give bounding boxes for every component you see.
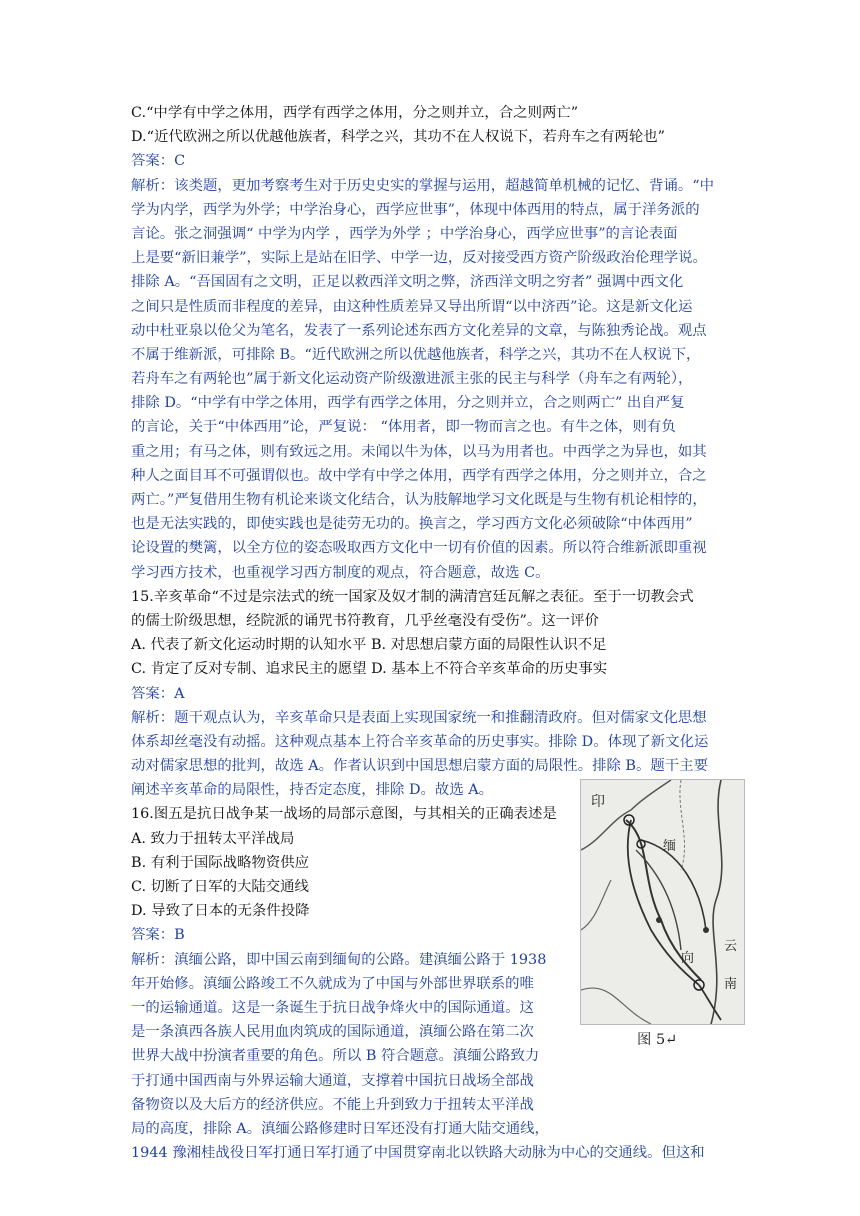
map-label-nan: 南 [724, 977, 738, 992]
text-line: A. 致力于扭转太平洋战局 [131, 830, 295, 847]
text-line: 学为内学，西学为外学；中学治身心，西学应世事”，体现中体西用的特点，属于洋务派的 [131, 201, 700, 218]
text-line: 排除 A。“吾国固有之文明，正足以救西洋文明之弊，济西洋文明之穷者” 强调中西文化 [131, 274, 684, 291]
text-line: C. 肯定了反对专制、追求民主的愿望 D. 基本上不符合辛亥革命的历史事实 [131, 661, 608, 678]
text-line: D. 导致了日本的无条件投降 [131, 903, 310, 920]
text-line: C. 切断了日军的大陆交通线 [131, 879, 309, 895]
map-label-yin: 印 [591, 794, 605, 810]
text-line: 的言论，关于“中体西用”论，严复说： “体用者，即一物而言之也。有牛之体，则有负 [131, 419, 676, 436]
text-line: 论设置的樊篱，以全方位的姿态吸取西方文化中一切有价值的因素。所以符合维新派即重视 [131, 540, 707, 557]
figure-caption: 图 5↵ [637, 1032, 678, 1048]
text-line: A. 代表了新文化运动时期的认知水平 B. 对思想启蒙方面的局限性认识不足 [131, 637, 607, 654]
text-line: 体系却丝毫没有动摇。这种观点基本上符合辛亥革命的历史事实。排除 D。体现了新文化运 [131, 733, 709, 750]
text-line: 之间只是性质而非程度的差异，由这种性质差异又导出所谓“以中济西”论。这是新文化运 [131, 298, 693, 315]
text-line: 上是要“新旧兼学”，实际上是站在旧学、中学一边，反对接受西方资产阶级政治伦理学说。 [131, 250, 707, 267]
text-line: 备物资以及大后方的经济供应。不能上升到致力于扭转太平洋战 [131, 1096, 534, 1113]
text-line: 若舟车之有两轮也”属于新文化运动资产阶级激进派主张的民主与科学（舟车之有两轮）， [131, 371, 693, 388]
text-line: 学习西方技术，也重视学习西方制度的观点，符合题意，故选 C。 [131, 564, 550, 581]
text-line: 年开始修。滇缅公路竣工不久就成为了中国与外部世界联系的唯 [131, 975, 534, 992]
text-line: 解析：题干观点认为，辛亥革命只是表面上实现国家统一和推翻清政府。但对儒家文化思想 [131, 709, 707, 726]
text-line: 动中杜亚泉以伧父为笔名，发表了一系列论述东西方文化差异的文章，与陈独秀论战。观点 [131, 322, 707, 339]
text-line: 不属于维新派，可排除 B。“近代欧洲之所以优越他族者，科学之兴，其功不在人权说下， [131, 346, 701, 363]
text-line: 排除 D。“中学有中学之体用，西学有西学之体用，分之则并立，合之则两亡” 出自严复 [131, 395, 685, 412]
map-label-xiang: 向 [681, 951, 695, 966]
map-figure [580, 779, 745, 1025]
text-block-bottom [131, 1141, 743, 1165]
text-block-top [131, 101, 743, 827]
text-line: 世界大战中扮演者重要的角色。所以 B 符合题意。滇缅公路致力 [131, 1048, 540, 1065]
map-label-mian: 缅 [663, 839, 677, 854]
text-line: 于打通中国西南与外界运输大通道，支撑着中国抗日战场全部战 [131, 1072, 534, 1089]
text-line: 言论。张之洞强调“ 中学为内学 ，西学为外学 ；中学治身心，西学应世事”的言论表面 [131, 225, 678, 242]
text-line: 解析：滇缅公路，即中国云南到缅甸的公路。建滇缅公路于 1938 [131, 951, 547, 968]
text-line: 答案：A [131, 685, 185, 702]
text-line: B. 有利于国际战略物资供应 [131, 854, 310, 871]
text-line: 种人之面目耳不可强谓似也。故中学有中学之体用，西学有西学之体用，分之则并立，合之 [131, 467, 707, 484]
text-block-question-16 [131, 827, 576, 1141]
text-line: C.“中学有中学之体用，西学有西学之体用，分之则并立，合之则两亡” [131, 105, 579, 121]
text-line: 两亡。”严复借用生物有机论来谈文化结合，认为肢解地学习文化既是与生物有机论相悖的， [131, 492, 707, 508]
map-image [581, 780, 744, 1024]
text-line: 重之用；有马之体，则有致远之用。未闻以牛为体，以马为用者也。中西学之为异也，如其 [131, 443, 707, 460]
text-line: 是一条滇西各族人民用血肉筑成的国际通道，滇缅公路在第二次 [131, 1024, 534, 1041]
text-line: 1944 豫湘桂战役日军打通日军打通了中国贯穿南北以铁路大动脉为中心的交通线。但这和 [131, 1145, 705, 1162]
text-line: 局的高度，排除 A。滇缅公路修建时日军还没有打通大陆交通线， [131, 1120, 549, 1137]
text-line: 16.图五是抗日战争某一战场的局部示意图，与其相关的正确表述是 [131, 806, 557, 823]
text-line: 答案：C [131, 153, 186, 170]
text-line: 阐述辛亥革命的局限性，持否定态度，排除 D。故选 A。 [131, 782, 494, 799]
text-line: 一的运输通道。这是一条诞生于抗日战争烽火中的国际通道。这 [131, 999, 534, 1016]
text-line: 答案：B [131, 927, 185, 944]
map-label-yun: 云 [724, 939, 738, 954]
text-line: 15.辛亥革命“不过是宗法式的统一国家及奴才制的满清宫廷瓦解之表征。至于一切教会式 [131, 588, 694, 605]
text-line: 解析：该类题，更加考察考生对于历史史实的掌握与运用，超越简单机械的记忆、背诵。“中 [131, 177, 714, 194]
text-line: 动对儒家思想的批判，故选 A。作者认识到中国思想启蒙方面的局限性。排除 B。题干主要 [131, 758, 708, 775]
text-line: 也是无法实践的，即使实践也是徒劳无功的。换言之，学习西方文化必须破除“中体西用” [131, 516, 693, 533]
text-line: 的儒士阶级思想，经院派的诵咒书符教育，几乎丝毫没有受伤”。这一评价 [131, 612, 599, 629]
text-line: D.“近代欧洲之所以优越他族者，科学之兴，其功不在人权说下，若舟车之有两轮也” [131, 129, 665, 146]
